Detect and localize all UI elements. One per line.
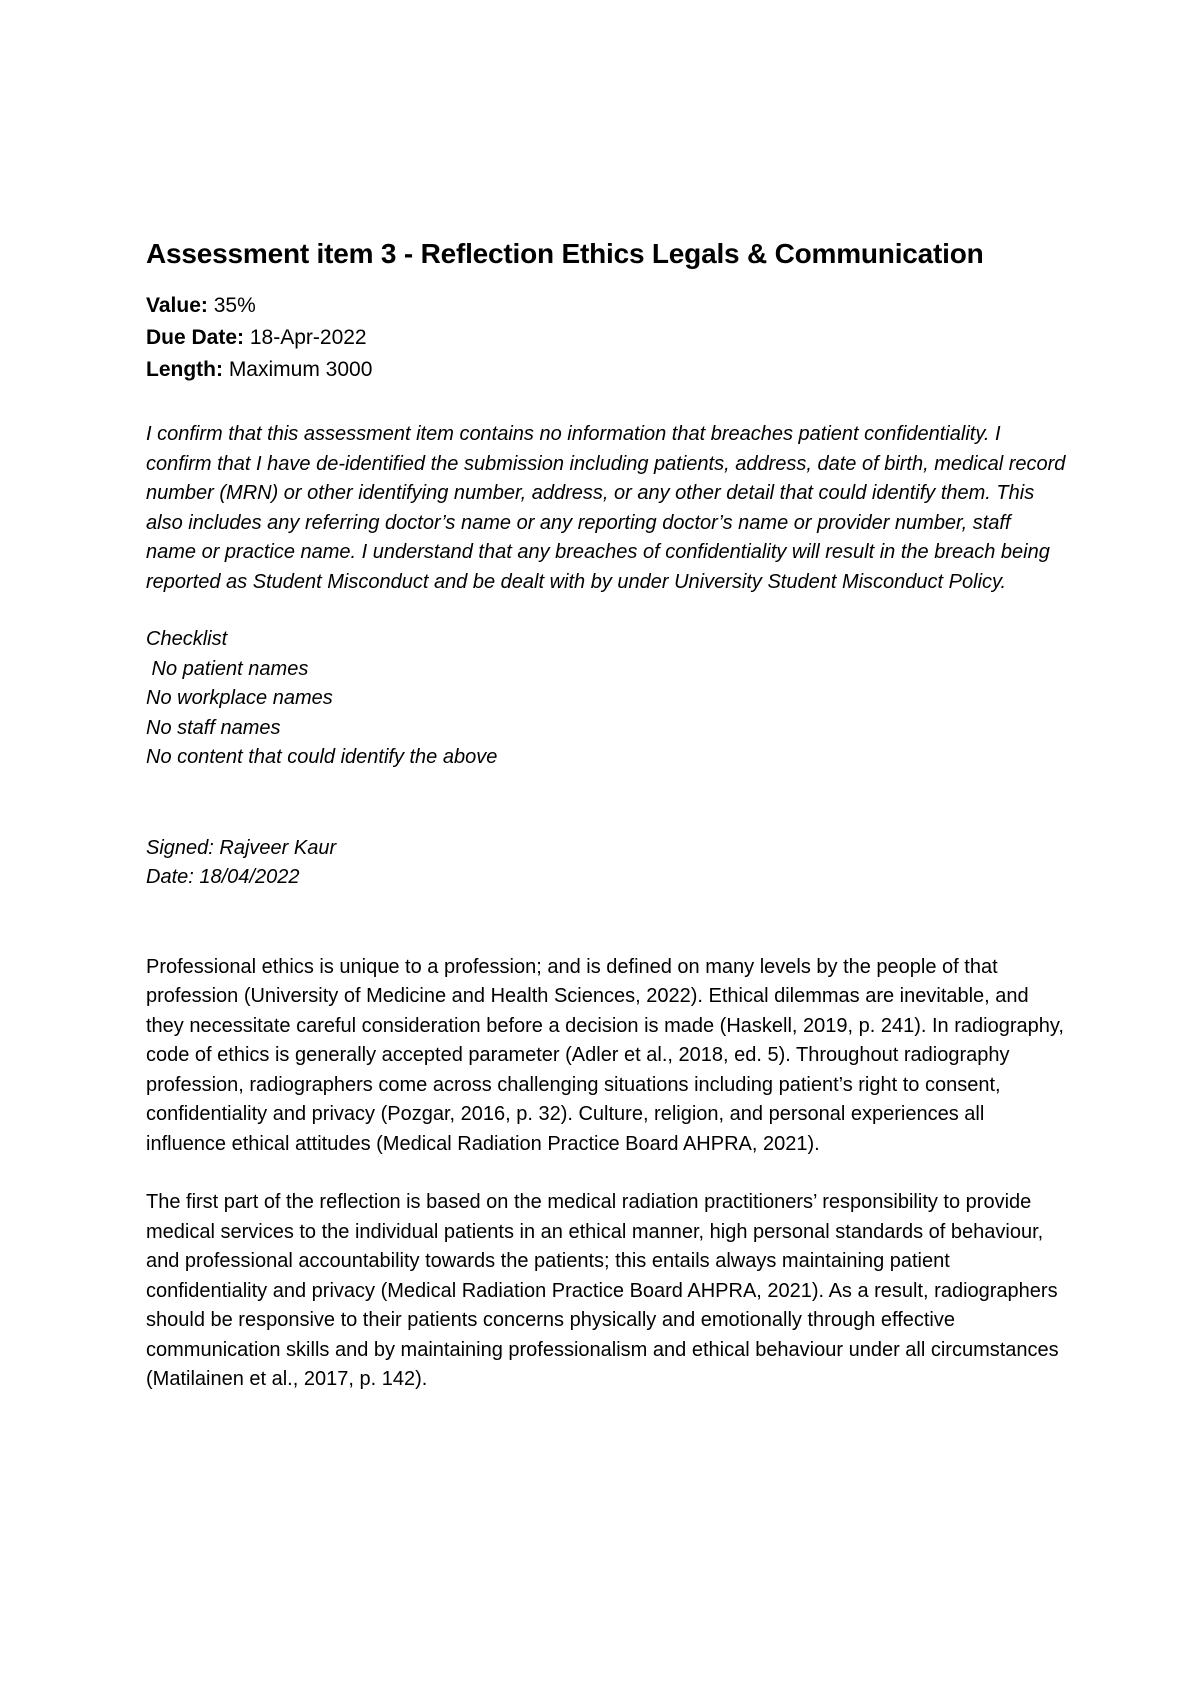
body-paragraph: Professional ethics is unique to a profession; and is defined on many levels by the people of that profession (University of Medicine and Health Sciences, 2022). Ethical dilemmas are inevitable, and they necessitate careful consideration before a decision is made (Haskell, 2019, p. 241). In radiography, code of ethics is generally accepted parameter (Adler et al., 2018, ed. 5). Throughout radiography profession, radiographers come across challenging situations including patient’s right to consent, confidentiality and privacy (Pozgar, 2016, p. 32). Culture, religion, and personal experiences all influence ethical attitudes (Medical Radiation Practice Board AHPRA, 2021). [146,955,1064,1155]
meta-key: Due Date: [146,326,245,349]
declaration-text: I confirm that this assessment item contains no information that breaches patient confidentiality. I confirm that I have de-identified the submission including patients, address, date of birth, medical record number (MRN) or other identifying number, address, or any other detail that could identify them. This also includes any referring doctor’s name or any reporting doctor’s name or provider number, staff name or practice name. I understand that any breaches of confidentiality will result in the breach being reported as Student Misconduct and be dealt with by under University Student Misconduct Policy. [146,423,1066,593]
meta-val: Maximum 3000 [222,358,373,381]
meta-key: Value: [146,294,208,317]
meta-value [146,290,1066,322]
checklist-item: No workplace names [146,687,333,709]
meta-due-date [146,322,1066,354]
meta-length [146,354,1066,386]
meta-key: Length: [146,358,223,381]
checklist-heading: Checklist [146,628,228,650]
meta-val: 18-Apr-2022 [244,326,367,349]
signed-date: Date: 18/04/2022 [146,866,300,888]
confidentiality-declaration [146,420,1066,597]
page-title: Assessment item 3 - Reflection Ethics Legals & Communication [146,238,984,269]
body-paragraph: The first part of the reflection is based on the medical radiation practitioners’ responsibility to provide medical services to the individual patients in an ethical manner, high personal standards of behaviour, and professional accountability towards the patients; this entails always maintaining patient confidentiality and privacy (Medical Radiation Practice Board AHPRA, 2021). As a result, radiographers should be responsive to their patients concerns physically and emotionally through effective communication skills and by maintaining professionalism and ethical behaviour under all circumstances (Matilainen et al., 2017, p. 142). [146,1191,1059,1390]
signed-name: Signed: Rajveer Kaur [146,836,337,859]
signature-block [146,834,1066,893]
checklist-item: No staff names [146,716,281,739]
checklist-item: No patient names [146,657,309,680]
checklist [146,625,1066,773]
checklist-item: No content that could identify the above [146,746,498,768]
document-content [146,236,1066,1395]
meta-val: 35% [207,294,256,317]
